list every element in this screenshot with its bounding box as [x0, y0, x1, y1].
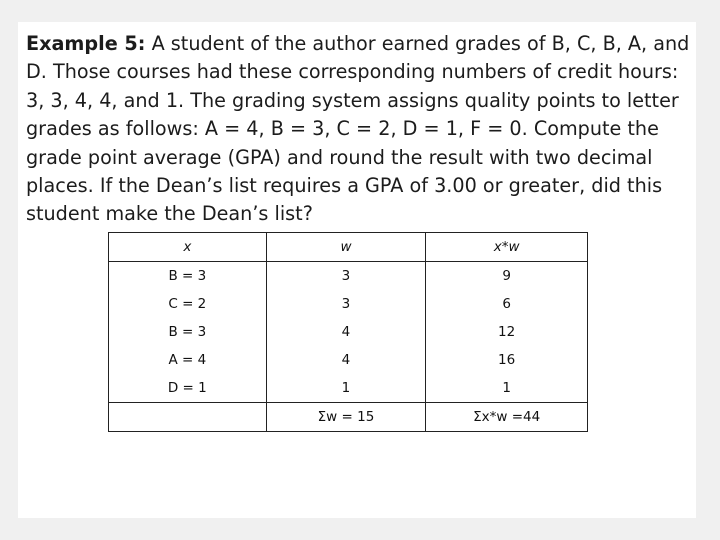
totals-empty-cell	[109, 403, 267, 432]
header-xw: x*w	[426, 233, 588, 262]
table-totals-row	[109, 403, 588, 432]
total-hours: Σw = 15	[266, 403, 426, 432]
problem-text: A student of the author earned grades of B, C, B, A, and D. Those courses had these corresponding numbers of credit hours: 3, 3, 4, 4, and 1. The grading system assigns quality points to letter grades as follows: A = 4, B = 3, C = 2, D = 1, F = 0. Compute the grade point average (GPA) and round the result with two decimal places. If the Dean’s list requires a GPA of 3.00 or greater, did this student make the Dean’s list?	[26, 32, 690, 226]
gpa-table	[108, 232, 588, 432]
cell-grade: A = 4	[109, 346, 267, 374]
cell-hours: 3	[266, 290, 426, 318]
example-label: Example 5:	[26, 32, 146, 55]
cell-points: 9	[426, 262, 588, 291]
cell-hours: 4	[266, 318, 426, 346]
table-row	[109, 290, 588, 318]
table-row	[109, 346, 588, 374]
cell-points: 12	[426, 318, 588, 346]
cell-points: 6	[426, 290, 588, 318]
cell-points: 1	[426, 374, 588, 403]
cell-hours: 4	[266, 346, 426, 374]
cell-hours: 1	[266, 374, 426, 403]
cell-hours: 3	[266, 262, 426, 291]
table-header-row	[109, 233, 588, 262]
problem-statement	[26, 30, 694, 229]
total-points: Σx*w =44	[426, 403, 588, 432]
table-row	[109, 262, 588, 291]
cell-grade: C = 2	[109, 290, 267, 318]
header-x: x	[109, 233, 267, 262]
cell-grade: D = 1	[109, 374, 267, 403]
cell-grade: B = 3	[109, 262, 267, 291]
header-w: w	[266, 233, 426, 262]
cell-points: 16	[426, 346, 588, 374]
table-row	[109, 318, 588, 346]
table-row	[109, 374, 588, 403]
cell-grade: B = 3	[109, 318, 267, 346]
